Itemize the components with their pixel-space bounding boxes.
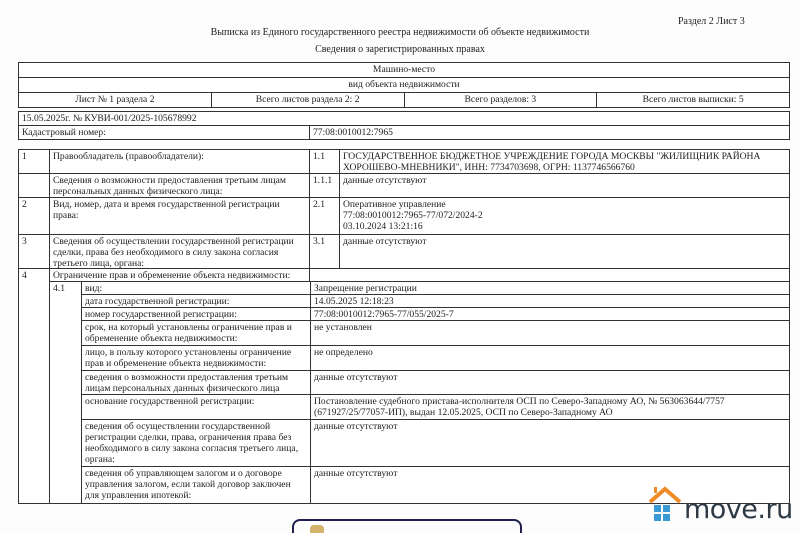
row-value: данные отсутствуют	[343, 175, 427, 186]
row-label: Сведения о возможности предоставления третьим лицам персональных данных физического лица:	[50, 174, 310, 197]
encumbrance-label: вид:	[82, 282, 311, 294]
document-subtitle: Сведения о зарегистрированных правах	[315, 44, 485, 55]
encumbrance-value: Запрещение регистрации	[314, 283, 417, 294]
encumbrance-row	[82, 295, 789, 308]
encumbrance-value: данные отсутствуют	[314, 421, 398, 432]
right-reg-number: 77:08:0010012:7965-77/072/2024-2	[343, 210, 483, 222]
row-value	[340, 198, 789, 234]
encumbrance-value: не установлен	[314, 322, 372, 333]
house-roof-icon	[648, 486, 682, 506]
section-sheets-total: Всего листов раздела 2: 2	[212, 93, 405, 107]
encumbrance-label: основание государственной регистрации:	[82, 395, 311, 419]
encumbrance-value: Постановление судебного пристава-исполнителя ОСП по Северо-Западному АО, № 563063644/7757 (671927/25/77057-ИП), выдан 12.05.2025, ОСП по Северо-Западному АО	[314, 396, 725, 419]
encumbrance-row	[82, 282, 789, 295]
encumbrance-value: 14.05.2025 12:18:23	[314, 296, 394, 307]
row-value: ГОСУДАРСТВЕННОЕ БЮДЖЕТНОЕ УЧРЕЖДЕНИЕ ГОРОДА МОСКВЫ "ЖИЛИЩНИК РАЙОНА ХОРОШЕВО-МНЕВНИКИ", ИНН: 7734703698, ОГРН: 1137746566760	[343, 151, 761, 174]
encumbrance-row	[82, 395, 789, 420]
encumbrance-label: сведения о возможности предоставления третьим лицам персональных данных физического лица	[82, 371, 311, 394]
rights-table	[18, 149, 790, 504]
empty-cell	[310, 269, 789, 281]
encumbrance-row	[82, 420, 789, 467]
cadastral-value: 77:08:0010012:7965	[313, 127, 393, 138]
encumbrance-row	[82, 308, 789, 321]
right-reg-date: 03.10.2024 13:21:16	[343, 221, 423, 233]
row-label: Вид, номер, дата и время государственной регистрации права:	[50, 198, 310, 234]
move-ru-logo	[646, 486, 796, 530]
encumbrance-title: Ограничение прав и обременение объекта недвижимости:	[50, 269, 310, 281]
row-value: данные отсутствуют	[343, 236, 427, 247]
row-number: 3	[19, 235, 50, 268]
right-type: Оперативное управление	[343, 199, 446, 210]
encumbrance-label: лицо, в пользу которого установлены ограничение прав и обременение объекта недвижимости:	[82, 346, 311, 370]
encumbrance-label: дата государственной регистрации:	[82, 295, 311, 307]
encumbrance-section	[19, 269, 789, 503]
document-title: Выписка из Единого государственного реестра недвижимости об объекте недвижимости	[210, 27, 590, 38]
row-subindex: 1.1.1	[310, 174, 340, 197]
encumbrance-row	[82, 371, 789, 395]
encumbrance-value: данные отсутствуют	[314, 372, 398, 383]
encumbrance-label: сведения об управляющем залогом и о договоре управления залогом, если такой договор заключен для управления ипотекой:	[82, 467, 311, 503]
emblem-icon	[310, 525, 324, 533]
row-label: Правообладатель (правообладатели):	[50, 150, 310, 173]
row-label: Сведения об осуществлении государственной регистрации сделки, права без необходимого в силу закона согласия третьего лица, органа:	[50, 235, 310, 268]
cadastral-label: Кадастровый номер:	[19, 126, 310, 139]
encumbrance-index: 4.1	[50, 282, 82, 503]
logo-text: move.ru	[684, 494, 793, 525]
table-row	[19, 235, 789, 269]
row-number: 2	[19, 198, 50, 234]
object-type-label: вид объекта недвижимости	[348, 79, 460, 90]
row-subindex: 2.1	[310, 198, 340, 234]
document-info-box	[18, 111, 790, 140]
encumbrance-row	[82, 346, 789, 371]
encumbrance-value: 77:08:0010012:7965-77/055/2025-7	[314, 309, 454, 320]
encumbrance-label: срок, на который установлены ограничение прав и обременение объекта недвижимости:	[82, 321, 311, 345]
encumbrance-label: сведения об осуществлении государственной регистрации сделки, права, ограничения права без необходимого в силу закона согласия третьего лица, органа:	[82, 420, 311, 466]
object-type-box	[18, 62, 790, 93]
row-number: 4	[19, 269, 50, 503]
object-type-value: Машино-место	[372, 64, 436, 75]
digital-signature-stamp	[292, 519, 522, 533]
row-subindex: 3.1	[310, 235, 340, 268]
row-number	[19, 174, 50, 197]
table-row	[19, 174, 789, 198]
encumbrance-value: данные отсутствуют	[314, 468, 398, 479]
extract-number: 15.05.2025г. № КУВИ-001/2025-105678992	[22, 113, 197, 124]
encumbrance-label: номер государственной регистрации:	[82, 308, 311, 320]
table-row	[19, 198, 789, 235]
encumbrance-value: не определено	[314, 347, 373, 358]
sheet-reference: Раздел 2 Лист 3	[678, 16, 745, 27]
row-number: 1	[19, 150, 50, 173]
row-subindex: 1.1	[310, 150, 340, 173]
grid-icon	[654, 505, 670, 521]
sheets-info-bar	[18, 92, 790, 108]
extract-sheets-total: Всего листов выписки: 5	[642, 94, 744, 105]
table-row	[19, 150, 789, 174]
sections-total: Всего разделов: 3	[405, 93, 598, 107]
sheet-number: Лист № 1 раздела 2	[19, 93, 212, 107]
encumbrance-row	[82, 321, 789, 346]
